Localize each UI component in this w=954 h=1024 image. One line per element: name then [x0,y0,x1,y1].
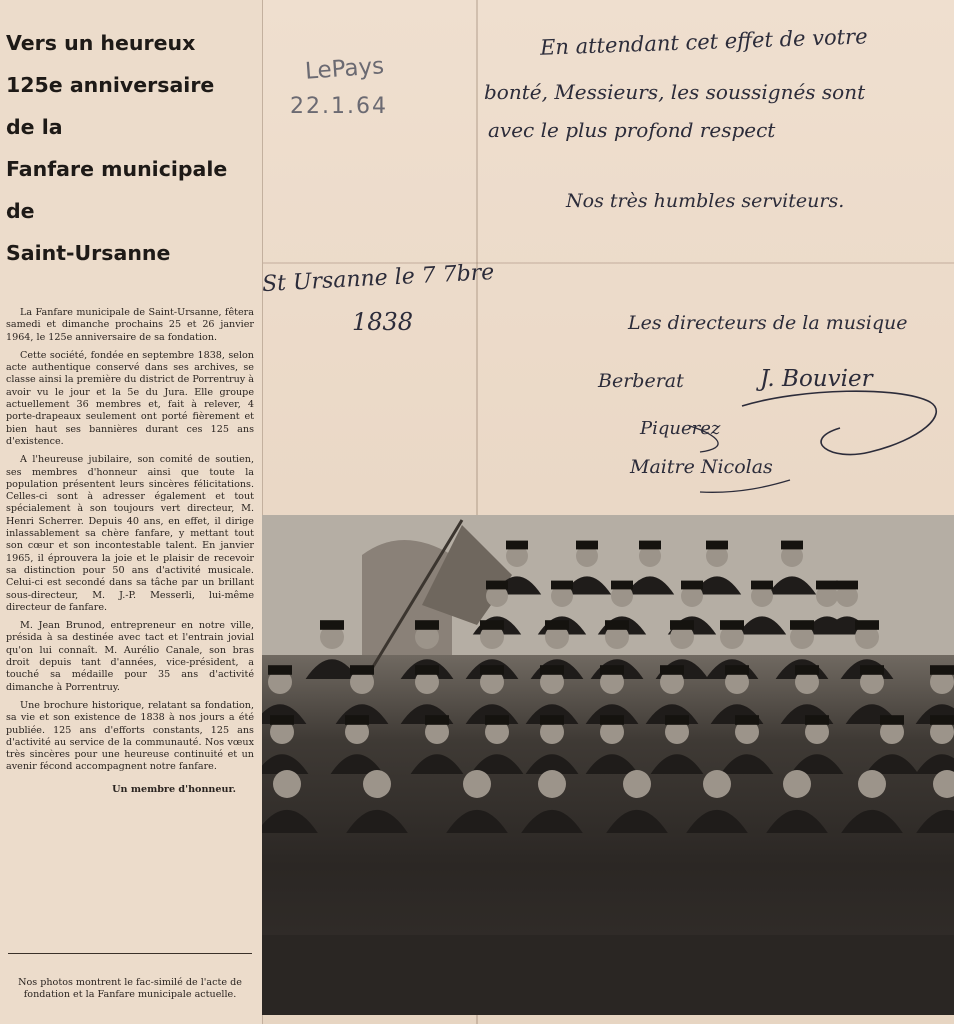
band-member-face [463,770,491,798]
pencil-source-note: LePays [304,53,385,85]
band-member-cap [350,665,374,675]
band-member-cap [605,620,629,630]
band-member-face [858,770,886,798]
headline-line: Fanfare municipale [6,157,228,181]
band-member-cap [600,715,624,725]
band-member-cap [706,541,728,550]
article-paragraph: Cette société, fondée en septembre 1838, selon acte authentique conservé dans ses archives, se classe ainsi la première du district de Porrentruy à avoir vu le jour et la 5e du Jura. Elle groupe actuellement 36 membres et, fait à relever, 4 porte-drapeaux seulement ont porté fièrement et bien haut ses bannières durant ces 125 ans d'existence. [6,349,254,447]
band-member-cap [345,715,369,725]
band-member-cap [681,581,703,590]
band-member-body [262,810,318,833]
band-member-face [363,770,391,798]
band-member-cap [415,665,439,675]
band-member-cap [611,581,633,590]
band-member-face [273,770,301,798]
band-member-cap [320,620,344,630]
band-member-cap [268,665,292,675]
band-member-body [841,810,903,833]
band-member-cap [425,715,449,725]
band-member-cap [506,541,528,550]
band-member-body [651,754,704,774]
band-member-cap [795,665,819,675]
article-paragraph: A l'heureuse jubilaire, son comité de soutien, ses membres d'honneur ainsi que toute la population présentent leurs sincères félicitations. Celles-ci sont à adresser également et tout spécialement à son toujours vert directeur, M. Henri Scherrer. Depuis 40 ans, en effet, il dirige inlassablement sa chère fanfare, y mettant tout son cœur et son incontestable talent. En janvier 1965, il éprouvera la joie et le plaisir de recevoir sa distinction pour 50 ans d'activité musicale. Celui-ci est secondé dans sa tâche par un brillant sous-directeur, M. J.-P. Messerli, lui-même directeur de fanfare. [6,454,254,613]
signature: Berberat [598,370,684,392]
photo-ground [262,935,954,1015]
band-member-body [411,754,464,774]
band-member-face [783,770,811,798]
manuscript-directors: Les directeurs de la musique [628,312,908,334]
band-member-body [606,810,668,833]
manuscript-place-date: St Ursanne le 7 7bre [261,259,495,298]
band-member-body [721,754,774,774]
band-member-cap [860,665,884,675]
band-member-cap [545,620,569,630]
manuscript-year: 1838 [352,308,414,336]
band-member-cap [480,620,504,630]
band-member-cap [836,581,858,590]
article-paragraph: Une brochure historique, relatant sa fondation, sa vie et son existence de 1838 à nos jours a été publiée. 125 ans d'efforts constants, 125 ans d'activité au service de la communauté. Nos vœux très sincères pour une heureuse continuité et un avenir fécond accompagnent notre fanfare. [6,699,254,773]
band-member-cap [639,541,661,550]
band-member-body [346,810,408,833]
headline-line: 125e anniversaire [6,73,215,97]
band-member-cap [480,665,504,675]
headline-line: Vers un heureux [6,31,196,55]
signature: Maitre Nicolas [630,456,773,478]
article-paragraph: M. Jean Brunod, entrepreneur en notre ville, présida à sa destinée avec tact et l'entrain jovial qu'on lui connaît. M. Aurélio Canale, son bras droit depuis tant d'années, vice-président, a touché sa médaille pour 35 ans d'activité dimanche à Porrentruy. [6,620,254,693]
band-member-cap [735,715,759,725]
manuscript-closing: Nos très humbles serviteurs. [566,190,845,212]
caption-divider [8,953,252,954]
headline-line: de la [6,115,63,139]
band-member-face [538,770,566,798]
photo-caption: Nos photos montrent le fac-similé de l'acte de fondation et la Fanfare municipale actuelle. [18,977,242,1001]
band-member-cap [665,715,689,725]
band-member-cap [415,620,439,630]
article-paragraph: La Fanfare municipale de Saint-Ursanne, fêtera samedi et dimanche prochains 25 et 26 janvier 1964, le 125e anniversaire de sa fondation. [6,307,254,343]
band-member-cap [930,665,954,675]
band-member-body [916,810,954,833]
band-member-cap [540,715,564,725]
band-member-face [933,770,954,798]
band-member-cap [486,581,508,590]
band-member-cap [805,715,829,725]
band-member-cap [751,581,773,590]
manuscript-line: avec le plus profond respect [488,118,776,142]
band-member-cap [551,581,573,590]
band-member-body [766,810,828,833]
band-member-body [521,810,583,833]
band-member-cap [720,620,744,630]
band-member-cap [816,581,838,590]
headline-line: de [6,199,35,223]
article-signoff: Un membre d'honneur. [112,783,236,795]
photo-figures [262,515,954,1015]
manuscript-line: En attendant cet effet de votre [539,24,868,60]
band-member-cap [660,665,684,675]
band-member-cap [485,715,509,725]
band-member-body [446,810,508,833]
band-member-face [623,770,651,798]
band-member-cap [540,665,564,675]
band-member-cap [670,620,694,630]
pencil-date-note: 22.1.64 [290,94,388,119]
band-member-body [686,810,748,833]
band-member-cap [576,541,598,550]
manuscript-line: bonté, Messieurs, les soussignés sont [484,80,866,104]
signature: Piquerez [640,418,721,439]
band-member-cap [930,715,954,725]
signature: J. Bouvier [760,366,873,392]
band-member-cap [880,715,904,725]
band-member-cap [270,715,294,725]
band-member-cap [855,620,879,630]
band-member-cap [781,541,803,550]
band-member-cap [725,665,749,675]
band-member-face [703,770,731,798]
headline-line: Saint-Ursanne [6,241,171,265]
fanfare-group-photo [262,515,954,1015]
band-member-cap [600,665,624,675]
band-member-body [586,754,639,774]
band-member-cap [790,620,814,630]
